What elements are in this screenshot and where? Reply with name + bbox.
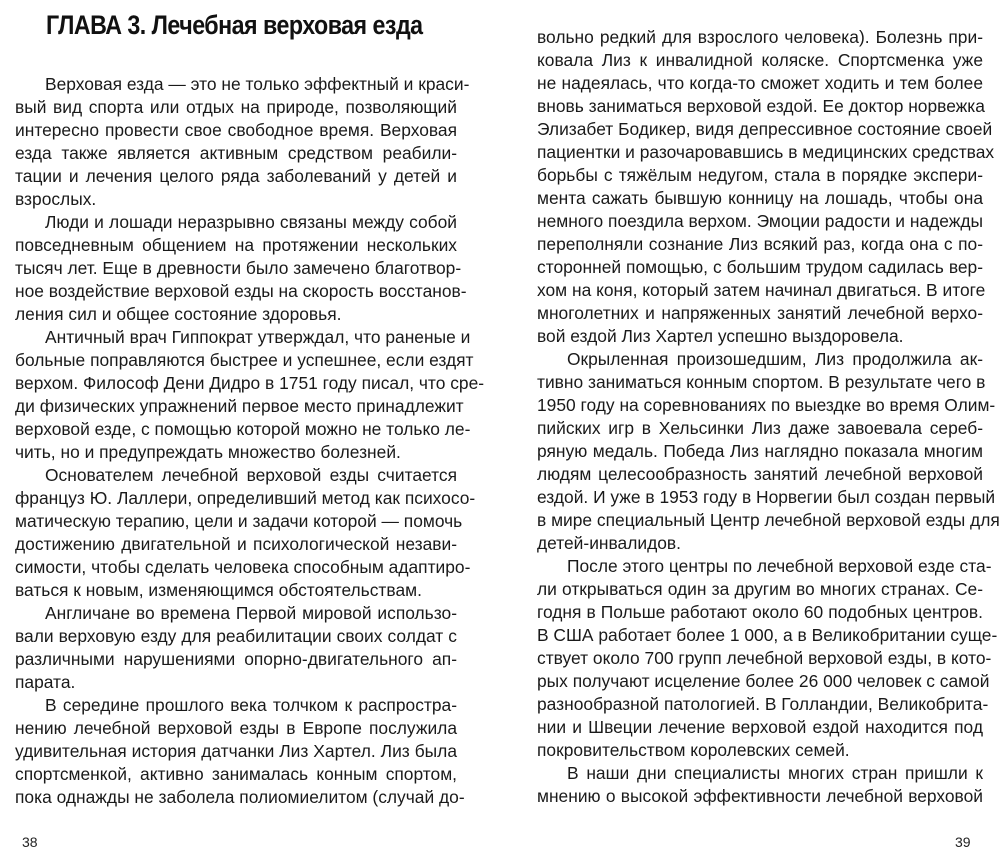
text-line: мнению о высокой эффективности лечебной верховой bbox=[537, 786, 983, 806]
paragraph bbox=[15, 326, 485, 464]
right-page-body bbox=[537, 26, 1000, 808]
right-page bbox=[500, 0, 1000, 866]
text-line: езда также является активным средством реабили- bbox=[15, 143, 457, 163]
text-line: ствует около 700 групп лечебной верховой езды, в кото- bbox=[537, 648, 992, 668]
paragraph bbox=[537, 762, 983, 808]
text-line: Верховая езда — это не только эффектный и краси- bbox=[45, 74, 470, 94]
text-line: Античный врач Гиппократ утверждал, что раненые и bbox=[45, 327, 471, 347]
text-line: Люди и лошади неразрывно связаны между собой bbox=[45, 212, 457, 232]
text-line: ездой. И уже в 1953 году в Норвегии был создан первый bbox=[537, 487, 996, 507]
text-line: Основателем лечебной верховой езды считается bbox=[45, 465, 457, 485]
paragraph bbox=[15, 211, 467, 326]
text-line: В наши дни специалисты многих стран пришли к bbox=[567, 763, 983, 783]
text-line: ное воздействие верховой езды на скорость восстанов- bbox=[15, 281, 467, 301]
text-line: интересно провести свое свободное время. Верховая bbox=[15, 120, 457, 140]
text-line: тации и лечения целого ряда заболеваний у детей и bbox=[15, 166, 457, 186]
text-line: Окрыленная произошедшим, Лиз продолжила ак- bbox=[567, 349, 983, 369]
text-line: переполняли сознание Лиз всякий раз, когда она с по- bbox=[537, 234, 983, 254]
text-line: пока однажды не заболела полиомиелитом (случай до- bbox=[15, 787, 465, 807]
text-line: покровительством королевских семей. bbox=[537, 740, 850, 760]
text-line: ваться к новым, изменяющимся обстоятельствам. bbox=[15, 580, 422, 600]
text-line: хом на коня, который затем начинал двигаться. В итоге bbox=[537, 280, 986, 300]
text-line: ковала Лиз к инвалидной коляске. Спортсменка уже bbox=[537, 50, 983, 70]
text-line: В США работает более 1 000, а в Великобритании суще- bbox=[537, 625, 998, 645]
text-line: ди физических упражнений первое место принадлежит bbox=[15, 396, 464, 416]
text-line: вольно редкий для взрослого человека). Болезнь при- bbox=[537, 27, 983, 47]
text-line: пациентки и разочаровавшись в медицинских средствах bbox=[537, 142, 995, 162]
text-line: нению лечебной верховой езды в Европе послужила bbox=[15, 718, 457, 738]
text-line: матическую терапию, цели и задачи которой — помочь bbox=[15, 511, 463, 531]
text-line: тысяч лет. Еще в древности было замечено благотвор- bbox=[15, 258, 462, 278]
text-line: француз Ю. Лаллери, определивший метод как психосо- bbox=[15, 488, 476, 508]
text-line: верхом. Философ Дени Дидро в 1751 году писал, что сре- bbox=[15, 373, 485, 393]
text-line: вновь заниматься верховой ездой. Ее доктор норвежка bbox=[537, 96, 985, 116]
text-line: разнообразной патологией. В Голландии, Великобрита- bbox=[537, 694, 989, 714]
text-line: В середине прошлого века толчком к распростра- bbox=[45, 695, 457, 715]
text-line: взрослых. bbox=[15, 189, 97, 209]
text-line: повседневным общением на протяжении нескольких bbox=[15, 235, 457, 255]
text-line: Англичане во времена Первой мировой использо- bbox=[45, 603, 457, 623]
text-line: удивительная история датчанки Лиз Хартел. Лиз была bbox=[15, 741, 457, 761]
text-line: многолетних и напряженных занятий лечебной верхо- bbox=[537, 303, 983, 323]
text-line: различными нарушениями опорно-двигательного ап- bbox=[15, 649, 457, 669]
page-number-right: 39 bbox=[955, 834, 971, 850]
text-line: пийских игр в Хельсинки Лиз даже завоевала сереб- bbox=[537, 418, 983, 438]
text-line: симости, чтобы сделать человека способным адаптиро- bbox=[15, 557, 471, 577]
text-line: мента сажать бывшую конницу на лошадь, чтобы она bbox=[537, 188, 983, 208]
text-line: чить, но и предупреждать множество болезней. bbox=[15, 442, 401, 462]
text-line: ли открываться один за другим во многих странах. Се- bbox=[537, 579, 983, 599]
text-line: тивно заниматься конным спортом. В результате чего в bbox=[537, 372, 986, 392]
paragraph bbox=[537, 555, 998, 762]
paragraph bbox=[15, 464, 476, 602]
text-line: вой ездой Лиз Хартел успешно выздоровела. bbox=[537, 326, 904, 346]
text-line: нии и Швеции лечение верховой ездой находится под bbox=[537, 717, 983, 737]
text-line: спортсменкой, активно занималась конным спортом, bbox=[15, 764, 457, 784]
text-line: немного поездила верхом. Эмоции радости и надежды bbox=[537, 211, 983, 231]
text-line: вый вид спорта или отдых на природе, позволяющий bbox=[15, 97, 457, 117]
text-line: Элизабет Бодикер, видя депрессивное состояние своей bbox=[537, 119, 993, 139]
paragraph bbox=[15, 694, 465, 809]
text-line: достижению двигательной и психологической незави- bbox=[15, 534, 457, 554]
paragraph bbox=[15, 73, 470, 211]
text-line: 1950 году на соревнованиях по выездке во время Олим- bbox=[537, 395, 996, 415]
text-line: в мире специальный Центр лечебной верховой езды для bbox=[537, 510, 1000, 530]
left-page-body bbox=[15, 73, 485, 809]
text-line: людям целесообразность занятий лечебной верховой bbox=[537, 464, 983, 484]
text-line: детей-инвалидов. bbox=[537, 533, 681, 553]
paragraph bbox=[537, 348, 1000, 555]
text-line: не надеялась, что когда-то сможет ходить и тем более bbox=[537, 73, 983, 93]
text-line: парата. bbox=[15, 672, 76, 692]
text-line: борьбы с тяжёлым недугом, стала в порядке экспери- bbox=[537, 165, 983, 185]
text-line: годня в Польше работают около 60 подобных центров. bbox=[537, 602, 983, 622]
text-line: рых получают исцеление более 26 000 человек с самой bbox=[537, 671, 990, 691]
text-line: вали верховую езду для реабилитации своих солдат с bbox=[15, 626, 457, 646]
text-line: больные поправляются быстрее и успешнее, если ездят bbox=[15, 350, 474, 370]
page-number-left: 38 bbox=[22, 834, 38, 850]
chapter-title: ГЛАВА 3. Лечебная верховая езда bbox=[46, 10, 423, 40]
text-line: сторонней помощью, с большим трудом садилась вер- bbox=[537, 257, 983, 277]
paragraph bbox=[15, 602, 457, 694]
text-line: ряную медаль. Победа Лиз наглядно показала многим bbox=[537, 441, 983, 461]
text-line: верховой езде, с помощью которой можно не только ле- bbox=[15, 419, 471, 439]
text-line: ления сил и общее состояние здоровья. bbox=[15, 304, 342, 324]
text-line: После этого центры по лечебной верховой езде ста- bbox=[567, 556, 992, 576]
paragraph bbox=[537, 26, 995, 348]
